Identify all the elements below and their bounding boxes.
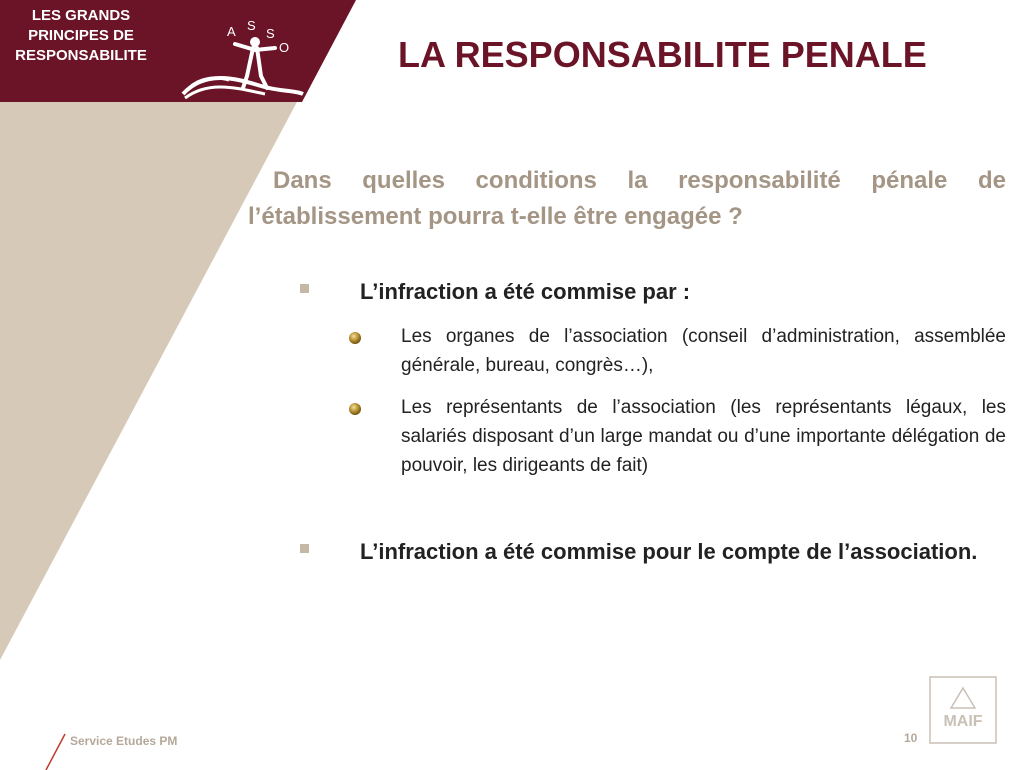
section-label-line-2: PRINCIPES DE (28, 27, 134, 44)
square-bullet-icon (300, 544, 309, 553)
sub-bullet-2-text: Les représentants de l’association (les représentants légaux, les salariés disposant d’un large mandat ou d’une importante délégation de pouvoir, les dirigeants de fait) (401, 397, 1006, 476)
section-label-line-1: LES GRANDS (31, 7, 131, 24)
maif-logo-text: MAIF (943, 713, 983, 730)
bullet-point-2-label: L’infraction a été commise pour le compte de l’association. (360, 539, 978, 564)
section-label (0, 6, 162, 66)
sub-bullet-1 (348, 322, 1006, 380)
maif-logo (929, 676, 997, 744)
square-bullet-icon (300, 284, 309, 293)
gold-ball-bullet-icon (348, 331, 362, 345)
page-title: LA RESPONSABILITE PENALE (398, 34, 927, 75)
bullet-point-1 (300, 276, 1006, 308)
question-text: Dans quelles conditions la responsabilité pénale de l’établissement pourra t-elle être engagée ? (248, 167, 1006, 230)
svg-text:S: S (266, 26, 275, 41)
section-label-line-3: RESPONSABILITE (15, 47, 147, 64)
bullet-point-1-label: L’infraction a été commise par : (360, 279, 691, 304)
svg-text:S: S (247, 18, 256, 33)
sub-bullet-2 (348, 393, 1006, 480)
svg-text:A: A (227, 24, 236, 39)
sub-bullet-1-text: Les organes de l’association (conseil d’administration, assemblée générale, bureau, congrès…), (401, 326, 1006, 376)
gold-ball-bullet-icon (348, 402, 362, 416)
page-number: 10 (904, 731, 918, 745)
asso-juggler-logo (175, 8, 310, 103)
bullet-point-2 (300, 536, 1006, 568)
footer-slash-mark (40, 730, 70, 770)
svg-text:O: O (279, 40, 290, 55)
footer-service-label: Service Etudes PM (70, 734, 178, 748)
